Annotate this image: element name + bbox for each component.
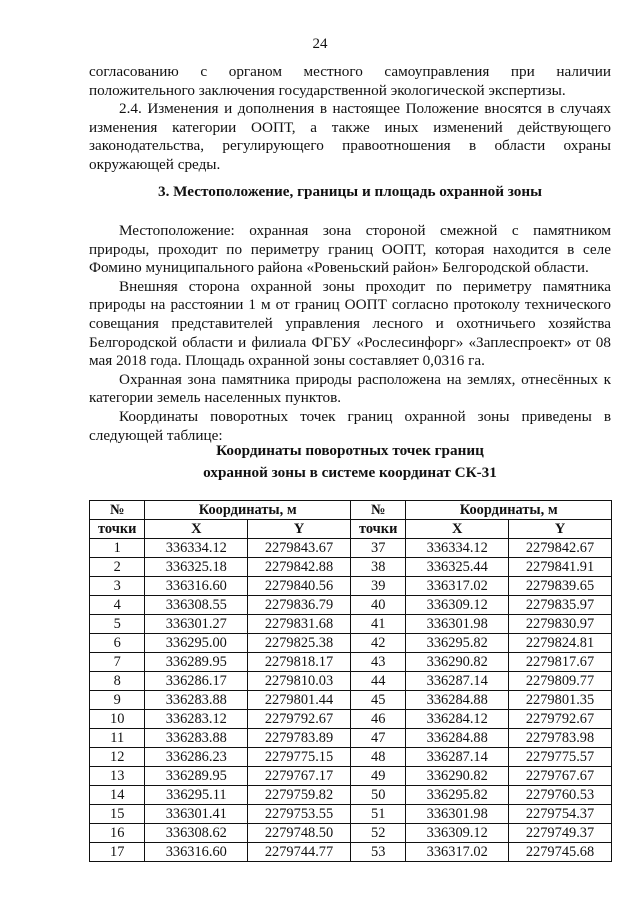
x-left: 336325.18 [145, 558, 248, 577]
x-left: 336289.95 [145, 767, 248, 786]
table-title [89, 440, 611, 484]
y-left: 2279825.38 [248, 634, 351, 653]
y-right: 2279801.35 [509, 691, 612, 710]
x-right: 336284.12 [406, 710, 509, 729]
y-right: 2279754.37 [509, 805, 612, 824]
point-num-right: 47 [350, 729, 405, 748]
x-left: 336289.95 [145, 653, 248, 672]
x-right: 336301.98 [406, 615, 509, 634]
x-right: 336290.82 [406, 653, 509, 672]
point-num-right: 52 [350, 824, 405, 843]
point-num-right: 53 [350, 843, 405, 862]
y-left: 2279836.79 [248, 596, 351, 615]
x-right: 336295.82 [406, 786, 509, 805]
coords-header-right: Координаты, м [406, 501, 612, 520]
y-left: 2279783.89 [248, 729, 351, 748]
y-right: 2279783.98 [509, 729, 612, 748]
x-right: 336317.02 [406, 843, 509, 862]
point-num-left: 6 [90, 634, 145, 653]
point-num-right: 48 [350, 748, 405, 767]
y-right: 2279760.53 [509, 786, 612, 805]
point-num-right: 50 [350, 786, 405, 805]
point-num-left: 12 [90, 748, 145, 767]
table-header-row-1 [90, 501, 612, 520]
x-left: 336301.27 [145, 615, 248, 634]
y-right: 2279842.67 [509, 539, 612, 558]
point-num-right: 42 [350, 634, 405, 653]
paragraph-table-intro: Координаты поворотных точек границ охранной зоны приведены в следующей таблице: [89, 407, 611, 444]
point-num-left: 3 [90, 577, 145, 596]
x-header-right: X [406, 520, 509, 539]
point-num-left: 15 [90, 805, 145, 824]
point-num-left: 16 [90, 824, 145, 843]
y-right: 2279809.77 [509, 672, 612, 691]
table-row [90, 577, 612, 596]
x-left: 336316.60 [145, 577, 248, 596]
table-row [90, 710, 612, 729]
table-row [90, 843, 612, 862]
table-row [90, 786, 612, 805]
x-right: 336325.44 [406, 558, 509, 577]
coords-header-left: Координаты, м [145, 501, 351, 520]
x-left: 336334.12 [145, 539, 248, 558]
x-right: 336284.88 [406, 729, 509, 748]
table-row [90, 824, 612, 843]
y-left: 2279753.55 [248, 805, 351, 824]
num-header-left: № [90, 501, 145, 520]
y-header-left: Y [248, 520, 351, 539]
y-right: 2279745.68 [509, 843, 612, 862]
point-header-right: точки [350, 520, 405, 539]
y-left: 2279759.82 [248, 786, 351, 805]
point-num-right: 40 [350, 596, 405, 615]
point-num-left: 14 [90, 786, 145, 805]
point-num-left: 17 [90, 843, 145, 862]
x-left: 336316.60 [145, 843, 248, 862]
table-title-line2: охранной зоны в системе координат СК-31 [203, 464, 497, 481]
x-right: 336309.12 [406, 824, 509, 843]
table-row [90, 729, 612, 748]
x-right: 336295.82 [406, 634, 509, 653]
y-right: 2279835.97 [509, 596, 612, 615]
x-right: 336317.02 [406, 577, 509, 596]
x-left: 336308.55 [145, 596, 248, 615]
point-num-left: 11 [90, 729, 145, 748]
coordinates-table [89, 500, 612, 862]
point-num-right: 46 [350, 710, 405, 729]
y-left: 2279792.67 [248, 710, 351, 729]
y-left: 2279767.17 [248, 767, 351, 786]
y-left: 2279842.88 [248, 558, 351, 577]
point-num-left: 2 [90, 558, 145, 577]
point-num-right: 43 [350, 653, 405, 672]
x-left: 336295.11 [145, 786, 248, 805]
paragraph-outer-boundary: Внешняя сторона охранной зоны проходит по периметру памятника природы на расстоянии 1 м от границ ООПТ согласно протоколу технического совещания представителей управления лесного и охотничьего хозяйства Белгородской области и филиала ФГБУ «Рослесинфорг» «Заплеспроект» от 08 мая 2018 года. Площадь охранной зоны составляет 0,0316 га. [89, 277, 611, 370]
table-row [90, 653, 612, 672]
table-row [90, 615, 612, 634]
point-num-left: 5 [90, 615, 145, 634]
table-row [90, 767, 612, 786]
y-right: 2279817.67 [509, 653, 612, 672]
y-left: 2279801.44 [248, 691, 351, 710]
y-left: 2279831.68 [248, 615, 351, 634]
x-left: 336286.23 [145, 748, 248, 767]
x-right: 336290.82 [406, 767, 509, 786]
x-left: 336308.62 [145, 824, 248, 843]
y-right: 2279792.67 [509, 710, 612, 729]
table-row [90, 634, 612, 653]
intro-text [89, 63, 611, 175]
y-right: 2279839.65 [509, 577, 612, 596]
x-left: 336283.88 [145, 691, 248, 710]
x-left: 336283.88 [145, 729, 248, 748]
y-right: 2279749.37 [509, 824, 612, 843]
x-left: 336283.12 [145, 710, 248, 729]
x-left: 336286.17 [145, 672, 248, 691]
y-left: 2279818.17 [248, 653, 351, 672]
x-right: 336309.12 [406, 596, 509, 615]
num-header-right: № [350, 501, 405, 520]
y-left: 2279748.50 [248, 824, 351, 843]
y-header-right: Y [509, 520, 612, 539]
point-num-right: 41 [350, 615, 405, 634]
paragraph-land-category: Охранная зона памятника природы расположена на землях, отнесённых к категории земель населенных пунктов. [89, 370, 611, 407]
point-num-left: 7 [90, 653, 145, 672]
table-row [90, 596, 612, 615]
x-right: 336287.14 [406, 672, 509, 691]
section-heading: 3. Местоположение, границы и площадь охранной зоны [157, 183, 542, 200]
table-title-line1: Координаты поворотных точек границ [216, 442, 484, 459]
point-header-left: точки [90, 520, 145, 539]
point-num-left: 10 [90, 710, 145, 729]
point-num-right: 45 [350, 691, 405, 710]
y-right: 2279841.91 [509, 558, 612, 577]
y-left: 2279843.67 [248, 539, 351, 558]
table-row [90, 805, 612, 824]
point-num-right: 49 [350, 767, 405, 786]
x-left: 336301.41 [145, 805, 248, 824]
table-row [90, 539, 612, 558]
y-right: 2279767.67 [509, 767, 612, 786]
table-header-row-2 [90, 520, 612, 539]
point-num-right: 37 [350, 539, 405, 558]
point-num-left: 8 [90, 672, 145, 691]
table-body [90, 539, 612, 862]
point-num-right: 39 [350, 577, 405, 596]
y-left: 2279775.15 [248, 748, 351, 767]
table-row [90, 691, 612, 710]
paragraph-location: Местоположение: охранная зона стороной смежной с памятником природы, проходит по периметру границ ООПТ, которая находится в селе Фомино муниципального района «Ровеньский район» Белгородской области. [89, 222, 611, 277]
y-right: 2279824.81 [509, 634, 612, 653]
y-left: 2279810.03 [248, 672, 351, 691]
y-left: 2279840.56 [248, 577, 351, 596]
x-header-left: X [145, 520, 248, 539]
point-num-left: 4 [90, 596, 145, 615]
table-row [90, 558, 612, 577]
point-num-right: 38 [350, 558, 405, 577]
point-num-left: 1 [90, 539, 145, 558]
x-right: 336301.98 [406, 805, 509, 824]
point-num-left: 9 [90, 691, 145, 710]
x-right: 336334.12 [406, 539, 509, 558]
point-num-right: 51 [350, 805, 405, 824]
y-right: 2279775.57 [509, 748, 612, 767]
y-right: 2279830.97 [509, 615, 612, 634]
x-right: 336284.88 [406, 691, 509, 710]
page-number: 24 [312, 36, 328, 52]
paragraph-continuation: согласованию с органом местного самоуправления при наличии положительного заключения государственной экологической экспертизы. [89, 63, 611, 99]
point-num-right: 44 [350, 672, 405, 691]
section-text [89, 222, 611, 445]
x-left: 336295.00 [145, 634, 248, 653]
paragraph-2-4: 2.4. Изменения и дополнения в настоящее Положение вносятся в случаях изменения категории ООПТ, а также иных изменений действующего законодательства, регулирующего правоотношения в области охраны окружающей среды. [89, 100, 611, 173]
x-right: 336287.14 [406, 748, 509, 767]
y-left: 2279744.77 [248, 843, 351, 862]
point-num-left: 13 [90, 767, 145, 786]
table-row [90, 672, 612, 691]
table-row [90, 748, 612, 767]
